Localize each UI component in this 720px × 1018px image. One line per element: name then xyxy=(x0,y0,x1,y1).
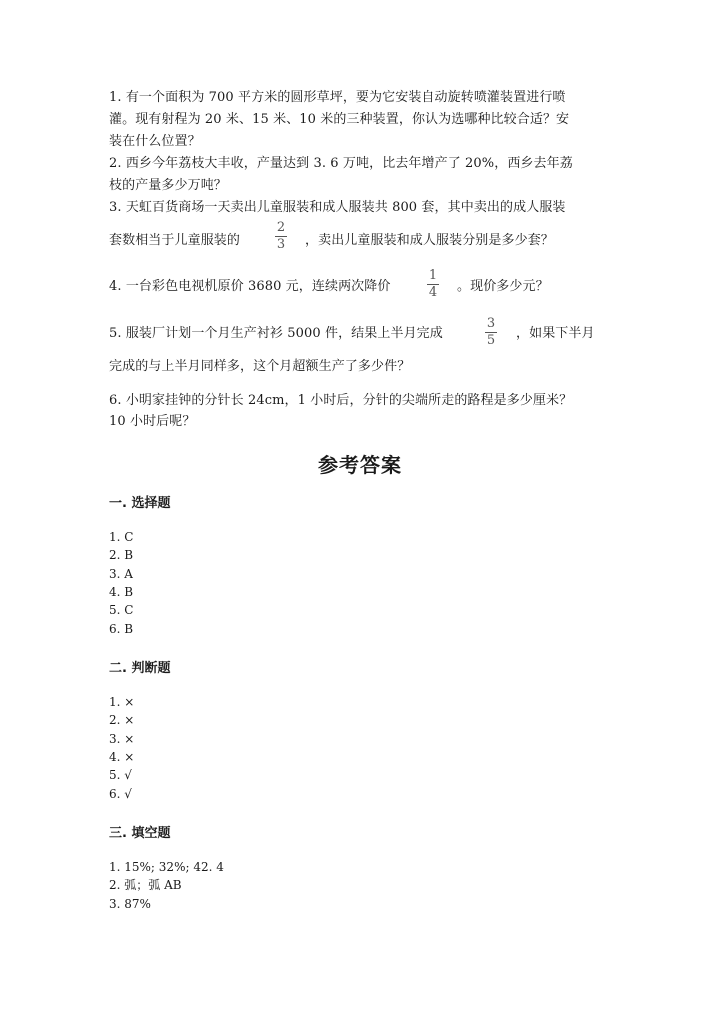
q4-after: 。现价多少元？ xyxy=(457,279,549,294)
q3-line-1: 3. 天虹百货商场一天卖出儿童服装和成人服装共 800 套，其中卖出的成人服装 xyxy=(109,200,566,215)
q1-line-3: 装在什么位置？ xyxy=(109,134,201,149)
q5-line-1-before: 5. 服装厂计划一个月生产衬衫 5000 件，结果上半月完成 xyxy=(109,326,443,341)
q3-fraction xyxy=(273,221,289,252)
q5-line-1-after: ，如果下半月 xyxy=(516,326,595,341)
section-heading-judgement: 二. 判断题 xyxy=(109,661,171,676)
answers-title: 参考答案 xyxy=(318,453,402,477)
q4-before: 4. 一台彩色电视机原价 3680 元，连续两次降价 xyxy=(109,279,391,294)
q1-line-2: 灌。现有射程为 20 米、15 米、10 米的三种装置，你认为选哪种比较合适？安 xyxy=(109,112,570,127)
answer-item: 3. A xyxy=(109,567,133,581)
q5-line-2: 完成的与上半月同样多，这个月超额生产了多少件？ xyxy=(109,359,411,374)
q4-fraction xyxy=(425,269,441,300)
answer-item: 2. 弧；弧 AB xyxy=(109,878,182,892)
section-heading-fill-blank: 三. 填空题 xyxy=(109,826,171,841)
answer-item: 1. C xyxy=(109,530,134,544)
answer-item: 2. × xyxy=(109,713,135,727)
q6-line-2: 10 小时后呢？ xyxy=(109,414,196,429)
section-heading-choice: 一. 选择题 xyxy=(109,496,171,511)
q4-fraction-denominator: 4 xyxy=(428,285,438,300)
answer-item: 6. B xyxy=(109,622,134,636)
answer-item: 4. × xyxy=(109,750,135,764)
answer-item: 6. √ xyxy=(109,787,132,801)
answer-item: 2. B xyxy=(109,548,134,562)
q2-line-2: 枝的产量多少万吨？ xyxy=(109,178,227,193)
q3-fraction-denominator: 3 xyxy=(276,237,286,252)
q5-fraction xyxy=(483,317,499,348)
answer-item: 1. 15%; 32%; 42. 4 xyxy=(109,860,224,874)
q4-fraction-numerator: 1 xyxy=(428,268,438,283)
answer-item: 5. √ xyxy=(109,768,132,782)
q3-line-2-after: ，卖出儿童服装和成人服装分别是多少套？ xyxy=(305,233,554,248)
answer-item: 5. C xyxy=(109,603,134,617)
q3-fraction-numerator: 2 xyxy=(276,220,286,235)
q5-fraction-numerator: 3 xyxy=(486,316,496,331)
q6-line-1: 6. 小明家挂钟的分针长 24cm，1 小时后，分针的尖端所走的路程是多少厘米？ xyxy=(109,393,573,408)
q1-line-1: 1. 有一个面积为 700 平方米的圆形草坪，要为它安装自动旋转喷灌装置进行喷 xyxy=(109,90,566,105)
answer-item: 1. × xyxy=(109,695,135,709)
answer-item: 4. B xyxy=(109,585,134,599)
answer-item: 3. 87% xyxy=(109,897,151,911)
q5-fraction-denominator: 5 xyxy=(486,333,496,348)
q3-line-2-before: 套数相当于儿童服装的 xyxy=(109,233,241,248)
q2-line-1: 2. 西乡今年荔枝大丰收，产量达到 3. 6 万吨，比去年增产了 20%，西乡去年荔 xyxy=(109,156,573,171)
answer-item: 3. × xyxy=(109,732,135,746)
